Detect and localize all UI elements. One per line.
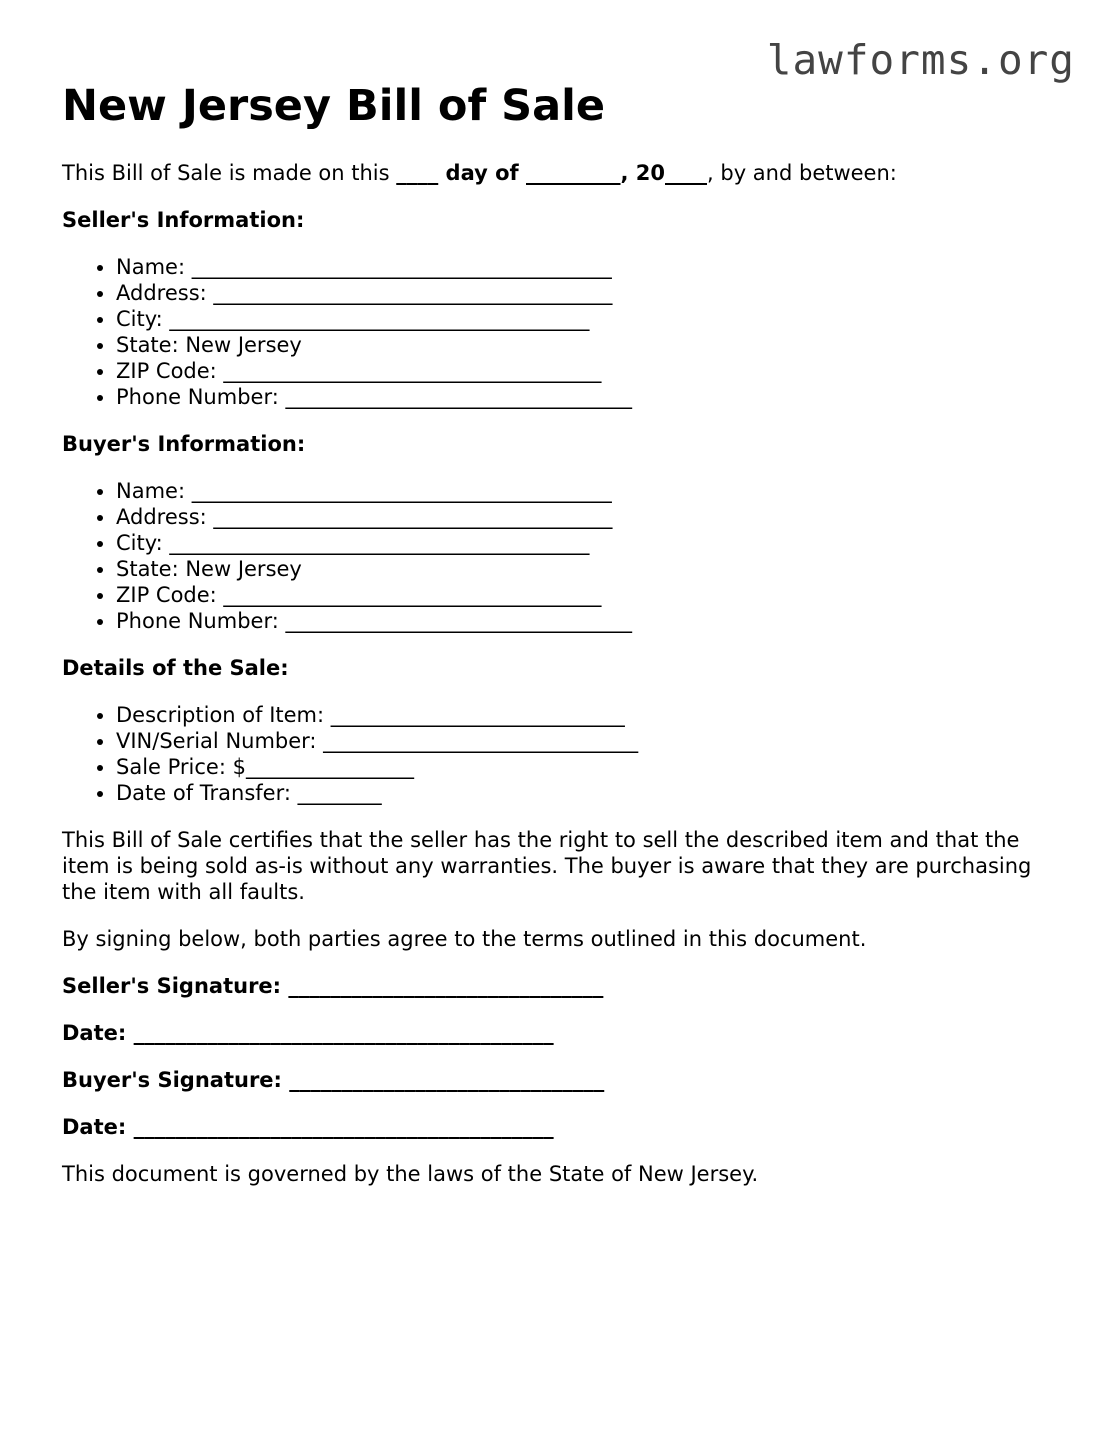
buyer-city-field: • City: ________________________________________ [116,530,1072,556]
buyer-date-line: Date: ________________________________________ [62,1115,554,1139]
seller-info-list [62,254,1072,410]
vin-serial-field: • VIN/Serial Number: ______________________________ [116,728,1072,754]
buyer-info-list [62,478,1072,634]
agreement-paragraph: By signing below, both parties agree to the terms outlined in this document. [62,927,867,951]
buyer-name-field: • Name: ________________________________________ [116,478,1072,504]
intro-paragraph [62,160,1072,186]
seller-city-field: • City: ________________________________________ [116,306,1072,332]
seller-info-heading: Seller's Information: [62,208,305,232]
seller-name-field: • Name: ________________________________________ [116,254,1072,280]
seller-state-field: • State: New Jersey [116,332,1072,358]
sale-details-list [62,702,1072,806]
document-title: New Jersey Bill of Sale [62,81,606,131]
site-watermark: lawforms.org [766,36,1075,84]
sale-details-heading: Details of the Sale: [62,656,289,680]
seller-phone-field: • Phone Number: _________________________________ [116,384,1072,410]
buyer-zip-field: • ZIP Code: ____________________________________ [116,582,1072,608]
sale-price-field: • Sale Price: $________________ [116,754,1072,780]
item-description-field: • Description of Item: ____________________________ [116,702,1072,728]
buyer-info-heading: Buyer's Information: [62,432,306,456]
buyer-address-field: • Address: ______________________________________ [116,504,1072,530]
bill-of-sale-document [62,78,1072,1187]
seller-address-field: • Address: ______________________________________ [116,280,1072,306]
buyer-phone-field: • Phone Number: _________________________________ [116,608,1072,634]
intro-suffix: , by and between: [707,161,897,185]
seller-date-line: Date: ________________________________________ [62,1021,554,1045]
governing-law-paragraph: This document is governed by the laws of the State of New Jersey. [62,1162,759,1186]
seller-signature-line: Seller's Signature: ______________________________ [62,974,604,998]
intro-prefix: This Bill of Sale is made on this [62,161,397,185]
buyer-signature-line: Buyer's Signature: ______________________________ [62,1068,605,1092]
transfer-date-field: • Date of Transfer: ________ [116,780,1072,806]
intro-date-blanks: ____ day of _________, 20____ [396,161,708,185]
buyer-state-field: • State: New Jersey [116,556,1072,582]
seller-zip-field: • ZIP Code: ____________________________________ [116,358,1072,384]
certification-paragraph: This Bill of Sale certifies that the seller has the right to sell the described item and that the item is being sold as-is without any warranties. The buyer is aware that they are purchasing the item with all faults. [62,828,1032,904]
